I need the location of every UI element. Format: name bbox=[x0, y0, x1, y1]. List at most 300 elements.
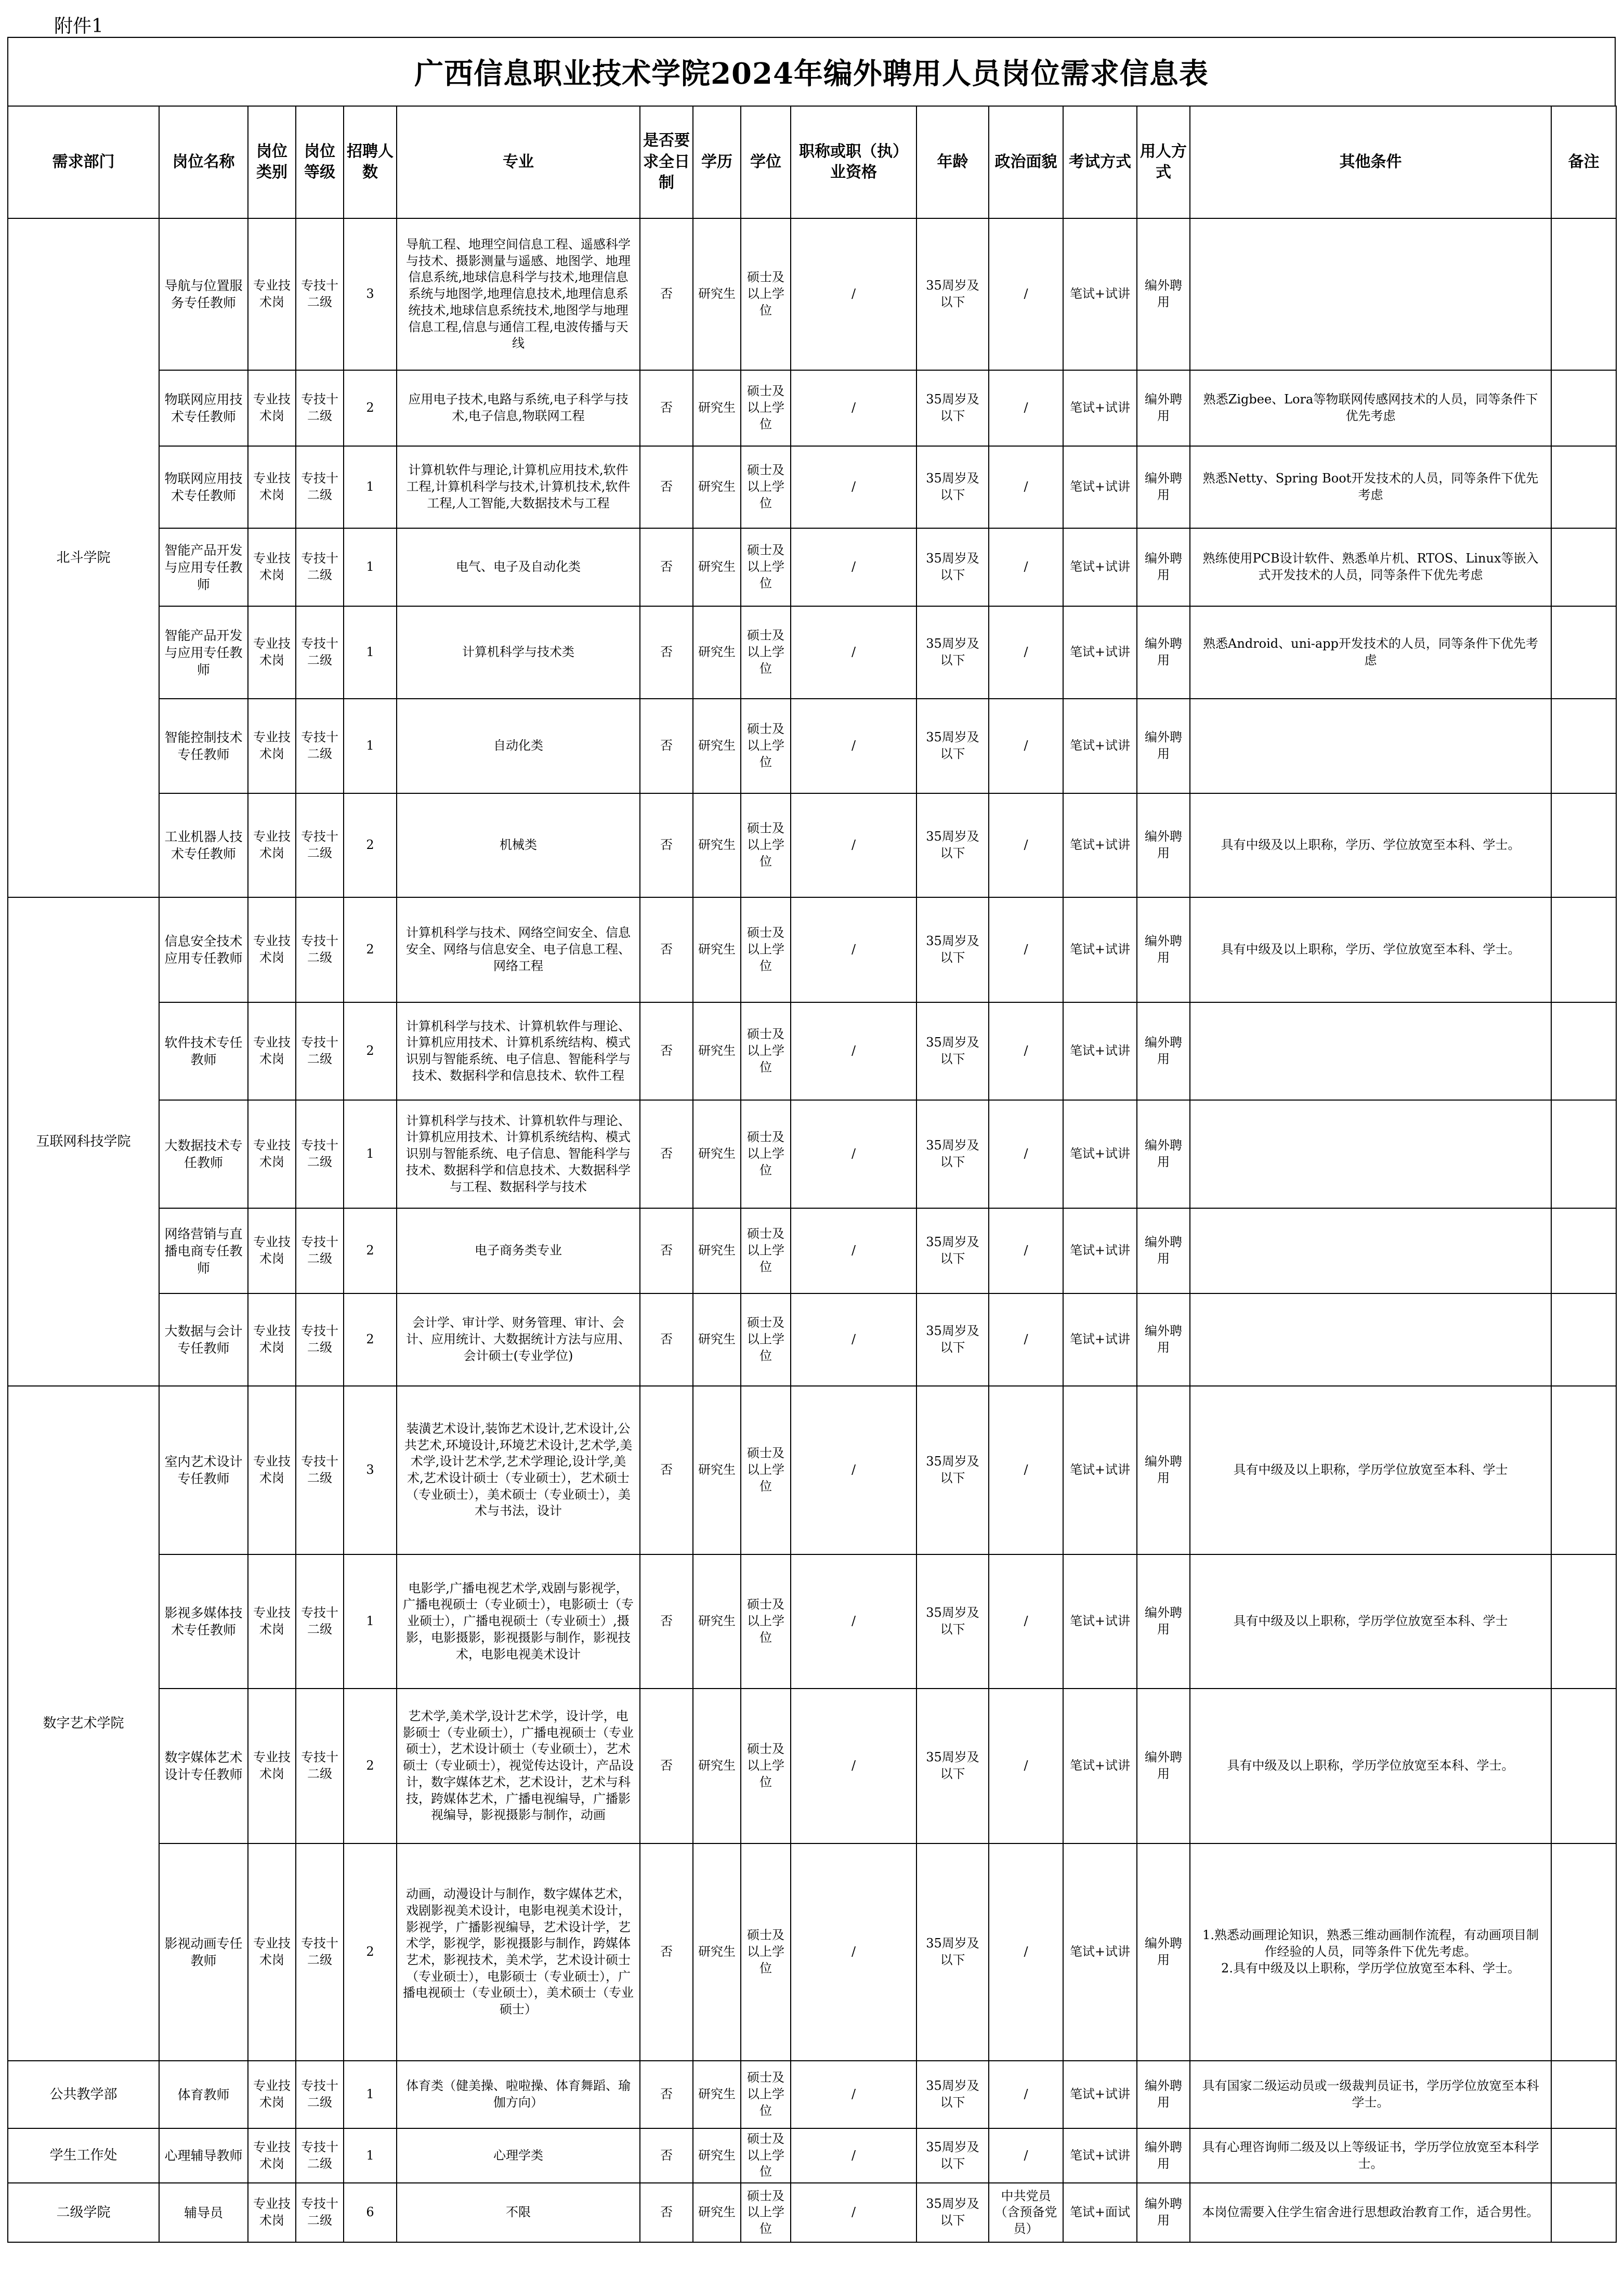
table-row bbox=[8, 528, 1616, 606]
major-requirement: 电子商务类专业 bbox=[397, 1208, 640, 1293]
age-limit: 35周岁及以下 bbox=[916, 793, 989, 897]
header-cell: 岗位类别 bbox=[248, 106, 296, 218]
employment-type: 编外聘用 bbox=[1137, 897, 1190, 1002]
major-requirement: 心理学类 bbox=[397, 2128, 640, 2183]
hire-count: 6 bbox=[344, 2183, 397, 2242]
position-type: 专业技术岗 bbox=[248, 528, 296, 606]
table-row bbox=[8, 218, 1616, 370]
education: 研究生 bbox=[693, 1843, 741, 2061]
hire-count: 3 bbox=[344, 1386, 397, 1554]
header-cell: 其他条件 bbox=[1190, 106, 1551, 218]
political-status: / bbox=[989, 699, 1063, 793]
political-status: / bbox=[989, 218, 1063, 370]
table-row bbox=[8, 1293, 1616, 1386]
degree: 硕士及以上学位 bbox=[741, 1100, 791, 1208]
position-level: 专技十二级 bbox=[296, 1100, 344, 1208]
exam-method: 笔试+试讲 bbox=[1063, 2128, 1137, 2183]
other-conditions bbox=[1190, 218, 1551, 370]
position-type: 专业技术岗 bbox=[248, 446, 296, 528]
position-level: 专技十二级 bbox=[296, 1554, 344, 1689]
age-limit: 35周岁及以下 bbox=[916, 1554, 989, 1689]
education: 研究生 bbox=[693, 446, 741, 528]
hire-count: 3 bbox=[344, 218, 397, 370]
other-conditions: 具有心理咨询师二级及以上等级证书，学历学位放宽至本科学士。 bbox=[1190, 2128, 1551, 2183]
fulltime-requirement: 否 bbox=[640, 1208, 693, 1293]
position-level: 专技十二级 bbox=[296, 1293, 344, 1386]
political-status: / bbox=[989, 897, 1063, 1002]
position-level: 专技十二级 bbox=[296, 218, 344, 370]
employment-type: 编外聘用 bbox=[1137, 699, 1190, 793]
political-status: / bbox=[989, 1689, 1063, 1843]
position-level: 专技十二级 bbox=[296, 2128, 344, 2183]
employment-type: 编外聘用 bbox=[1137, 2183, 1190, 2242]
degree: 硕士及以上学位 bbox=[741, 897, 791, 1002]
professional-title: / bbox=[791, 1293, 916, 1386]
remarks bbox=[1551, 897, 1616, 1002]
exam-method: 笔试+试讲 bbox=[1063, 1689, 1137, 1843]
other-conditions: 本岗位需要入住学生宿舍进行思想政治教育工作，适合男性。 bbox=[1190, 2183, 1551, 2242]
professional-title: / bbox=[791, 1002, 916, 1100]
exam-method: 笔试+试讲 bbox=[1063, 1554, 1137, 1689]
fulltime-requirement: 否 bbox=[640, 699, 693, 793]
employment-type: 编外聘用 bbox=[1137, 1293, 1190, 1386]
major-requirement: 计算机科学与技术、计算机软件与理论、计算机应用技术、计算机系统结构、模式识别与智能系统、电子信息、智能科学与技术、数据科学和信息技术、大数据科学与工程、数据科学与技术 bbox=[397, 1100, 640, 1208]
position-name: 信息安全技术应用专任教师 bbox=[159, 897, 248, 1002]
degree: 硕士及以上学位 bbox=[741, 699, 791, 793]
major-requirement: 不限 bbox=[397, 2183, 640, 2242]
position-level: 专技十二级 bbox=[296, 699, 344, 793]
exam-method: 笔试+试讲 bbox=[1063, 528, 1137, 606]
header-cell: 是否要求全日制 bbox=[640, 106, 693, 218]
position-type: 专业技术岗 bbox=[248, 2061, 296, 2128]
professional-title: / bbox=[791, 1208, 916, 1293]
position-type: 专业技术岗 bbox=[248, 897, 296, 1002]
position-name: 智能产品开发与应用专任教师 bbox=[159, 528, 248, 606]
exam-method: 笔试+试讲 bbox=[1063, 2061, 1137, 2128]
exam-method: 笔试+面试 bbox=[1063, 2183, 1137, 2242]
age-limit: 35周岁及以下 bbox=[916, 2183, 989, 2242]
professional-title: / bbox=[791, 370, 916, 446]
employment-type: 编外聘用 bbox=[1137, 446, 1190, 528]
department-cell: 互联网科技学院 bbox=[8, 897, 159, 1386]
hire-count: 2 bbox=[344, 1293, 397, 1386]
hire-count: 2 bbox=[344, 897, 397, 1002]
position-type: 专业技术岗 bbox=[248, 606, 296, 699]
exam-method: 笔试+试讲 bbox=[1063, 1843, 1137, 2061]
major-requirement: 计算机科学与技术、网络空间安全、信息安全、网络与信息安全、电子信息工程、网络工程 bbox=[397, 897, 640, 1002]
remarks bbox=[1551, 218, 1616, 370]
table-row bbox=[8, 1689, 1616, 1843]
exam-method: 笔试+试讲 bbox=[1063, 1208, 1137, 1293]
major-requirement: 会计学、审计学、财务管理、审计、会计、应用统计、大数据统计方法与应用、会计硕士(专业学位) bbox=[397, 1293, 640, 1386]
remarks bbox=[1551, 1689, 1616, 1843]
remarks bbox=[1551, 528, 1616, 606]
table-row bbox=[8, 2183, 1616, 2242]
employment-type: 编外聘用 bbox=[1137, 528, 1190, 606]
age-limit: 35周岁及以下 bbox=[916, 1100, 989, 1208]
professional-title: / bbox=[791, 897, 916, 1002]
employment-type: 编外聘用 bbox=[1137, 1386, 1190, 1554]
other-conditions: 具有国家二级运动员或一级裁判员证书，学历学位放宽至本科学士。 bbox=[1190, 2061, 1551, 2128]
degree: 硕士及以上学位 bbox=[741, 528, 791, 606]
degree: 硕士及以上学位 bbox=[741, 1208, 791, 1293]
table-row bbox=[8, 2128, 1616, 2183]
major-requirement: 电影学,广播电视艺术学,戏剧与影视学，广播电视硕士（专业硕士），电影硕士（专业硕士），广播电视硕士（专业硕士）,摄影，电影摄影，影视摄影与制作，影视技术，电影电视美术设计 bbox=[397, 1554, 640, 1689]
age-limit: 35周岁及以下 bbox=[916, 1293, 989, 1386]
degree: 硕士及以上学位 bbox=[741, 1002, 791, 1100]
professional-title: / bbox=[791, 2061, 916, 2128]
professional-title: / bbox=[791, 1689, 916, 1843]
major-requirement: 计算机软件与理论,计算机应用技术,软件工程,计算机科学与技术,计算机技术,软件工程,人工智能,大数据技术与工程 bbox=[397, 446, 640, 528]
header-cell: 岗位等级 bbox=[296, 106, 344, 218]
degree: 硕士及以上学位 bbox=[741, 2128, 791, 2183]
education: 研究生 bbox=[693, 1386, 741, 1554]
exam-method: 笔试+试讲 bbox=[1063, 897, 1137, 1002]
age-limit: 35周岁及以下 bbox=[916, 1843, 989, 2061]
major-requirement: 应用电子技术,电路与系统,电子科学与技术,电子信息,物联网工程 bbox=[397, 370, 640, 446]
position-name: 室内艺术设计专任教师 bbox=[159, 1386, 248, 1554]
table-row bbox=[8, 1386, 1616, 1554]
hire-count: 2 bbox=[344, 1843, 397, 2061]
other-conditions: 1.熟悉动画理论知识，熟悉三维动画制作流程，有动画项目制作经验的人员，同等条件下优先考虑。 2.具有中级及以上职称，学历学位放宽至本科、学士。 bbox=[1190, 1843, 1551, 2061]
major-requirement: 体育类（健美操、啦啦操、体育舞蹈、瑜伽方向） bbox=[397, 2061, 640, 2128]
remarks bbox=[1551, 1002, 1616, 1100]
hire-count: 2 bbox=[344, 793, 397, 897]
page-title: 广西信息职业技术学院2024年编外聘用人员岗位需求信息表 bbox=[414, 57, 1209, 91]
fulltime-requirement: 否 bbox=[640, 446, 693, 528]
political-status: / bbox=[989, 1554, 1063, 1689]
other-conditions bbox=[1190, 699, 1551, 793]
exam-method: 笔试+试讲 bbox=[1063, 218, 1137, 370]
table-row bbox=[8, 446, 1616, 528]
title-box bbox=[7, 37, 1616, 106]
position-name: 智能产品开发与应用专任教师 bbox=[159, 606, 248, 699]
degree: 硕士及以上学位 bbox=[741, 1293, 791, 1386]
political-status: / bbox=[989, 606, 1063, 699]
remarks bbox=[1551, 446, 1616, 528]
fulltime-requirement: 否 bbox=[640, 793, 693, 897]
table-row bbox=[8, 897, 1616, 1002]
education: 研究生 bbox=[693, 606, 741, 699]
table-row bbox=[8, 1843, 1616, 2061]
remarks bbox=[1551, 1386, 1616, 1554]
employment-type: 编外聘用 bbox=[1137, 606, 1190, 699]
recruitment-table bbox=[7, 106, 1617, 2243]
political-status: / bbox=[989, 446, 1063, 528]
hire-count: 2 bbox=[344, 1002, 397, 1100]
header-cell: 用人方式 bbox=[1137, 106, 1190, 218]
header-cell: 政治面貌 bbox=[989, 106, 1063, 218]
position-type: 专业技术岗 bbox=[248, 2183, 296, 2242]
fulltime-requirement: 否 bbox=[640, 528, 693, 606]
age-limit: 35周岁及以下 bbox=[916, 606, 989, 699]
position-type: 专业技术岗 bbox=[248, 1100, 296, 1208]
other-conditions: 具有中级及以上职称，学历、学位放宽至本科、学士。 bbox=[1190, 897, 1551, 1002]
political-status: / bbox=[989, 1002, 1063, 1100]
position-name: 物联网应用技术专任教师 bbox=[159, 446, 248, 528]
table-row bbox=[8, 1100, 1616, 1208]
other-conditions: 熟练使用PCB设计软件、熟悉单片机、RTOS、Linux等嵌入式开发技术的人员，同等条件下优先考虑 bbox=[1190, 528, 1551, 606]
hire-count: 1 bbox=[344, 1100, 397, 1208]
fulltime-requirement: 否 bbox=[640, 2061, 693, 2128]
employment-type: 编外聘用 bbox=[1137, 793, 1190, 897]
table-row bbox=[8, 699, 1616, 793]
professional-title: / bbox=[791, 606, 916, 699]
header-cell: 学位 bbox=[741, 106, 791, 218]
major-requirement: 装潢艺术设计,装饰艺术设计,艺术设计,公共艺术,环境设计,环境艺术设计,艺术学,美术学,设计艺术学,艺术学理论,设计学,美术,艺术设计硕士（专业硕士），艺术硕士（专业硕士），美术硕士（专业硕士），美术与书法，设计 bbox=[397, 1386, 640, 1554]
political-status: / bbox=[989, 1843, 1063, 2061]
position-level: 专技十二级 bbox=[296, 793, 344, 897]
position-name: 体育教师 bbox=[159, 2061, 248, 2128]
age-limit: 35周岁及以下 bbox=[916, 218, 989, 370]
attachment-row bbox=[7, 7, 1616, 37]
other-conditions bbox=[1190, 1100, 1551, 1208]
remarks bbox=[1551, 1208, 1616, 1293]
professional-title: / bbox=[791, 446, 916, 528]
position-level: 专技十二级 bbox=[296, 1689, 344, 1843]
fulltime-requirement: 否 bbox=[640, 1386, 693, 1554]
education: 研究生 bbox=[693, 370, 741, 446]
fulltime-requirement: 否 bbox=[640, 1689, 693, 1843]
education: 研究生 bbox=[693, 1208, 741, 1293]
age-limit: 35周岁及以下 bbox=[916, 1386, 989, 1554]
degree: 硕士及以上学位 bbox=[741, 1843, 791, 2061]
hire-count: 1 bbox=[344, 699, 397, 793]
exam-method: 笔试+试讲 bbox=[1063, 370, 1137, 446]
header-cell: 职称或职（执）业资格 bbox=[791, 106, 916, 218]
major-requirement: 艺术学,美术学,设计艺术学，设计学，电影硕士（专业硕士），广播电视硕士（专业硕士），艺术设计硕士（专业硕士），艺术硕士（专业硕士），视觉传达设计，产品设计，数字媒体艺术，艺术设计，艺术与科技，跨媒体艺术，广播电视编导，广播影视编导，影视摄影与制作，动画 bbox=[397, 1689, 640, 1843]
position-type: 专业技术岗 bbox=[248, 1386, 296, 1554]
age-limit: 35周岁及以下 bbox=[916, 2128, 989, 2183]
position-type: 专业技术岗 bbox=[248, 2128, 296, 2183]
position-level: 专技十二级 bbox=[296, 2061, 344, 2128]
professional-title: / bbox=[791, 793, 916, 897]
professional-title: / bbox=[791, 1843, 916, 2061]
remarks bbox=[1551, 1293, 1616, 1386]
table-row bbox=[8, 1554, 1616, 1689]
employment-type: 编外聘用 bbox=[1137, 1100, 1190, 1208]
education: 研究生 bbox=[693, 793, 741, 897]
professional-title: / bbox=[791, 2128, 916, 2183]
degree: 硕士及以上学位 bbox=[741, 1689, 791, 1843]
fulltime-requirement: 否 bbox=[640, 370, 693, 446]
fulltime-requirement: 否 bbox=[640, 1554, 693, 1689]
other-conditions: 熟悉Zigbee、Lora等物联网传感网技术的人员，同等条件下优先考虑 bbox=[1190, 370, 1551, 446]
fulltime-requirement: 否 bbox=[640, 1293, 693, 1386]
position-level: 专技十二级 bbox=[296, 606, 344, 699]
table-row bbox=[8, 1208, 1616, 1293]
fulltime-requirement: 否 bbox=[640, 218, 693, 370]
major-requirement: 机械类 bbox=[397, 793, 640, 897]
fulltime-requirement: 否 bbox=[640, 1002, 693, 1100]
education: 研究生 bbox=[693, 1002, 741, 1100]
major-requirement: 导航工程、地理空间信息工程、遥感科学与技术、摄影测量与遥感、地图学、地理信息系统,地球信息科学与技术,地理信息系统与地图学,地理信息技术,地理信息系统技术,地球信息系统技术,地图学与地理信息工程,信息与通信工程,电波传播与天线 bbox=[397, 218, 640, 370]
other-conditions bbox=[1190, 1002, 1551, 1100]
age-limit: 35周岁及以下 bbox=[916, 446, 989, 528]
employment-type: 编外聘用 bbox=[1137, 1002, 1190, 1100]
education: 研究生 bbox=[693, 1293, 741, 1386]
major-requirement: 电气、电子及自动化类 bbox=[397, 528, 640, 606]
education: 研究生 bbox=[693, 1689, 741, 1843]
position-type: 专业技术岗 bbox=[248, 699, 296, 793]
degree: 硕士及以上学位 bbox=[741, 2183, 791, 2242]
position-type: 专业技术岗 bbox=[248, 793, 296, 897]
employment-type: 编外聘用 bbox=[1137, 218, 1190, 370]
table-body bbox=[8, 218, 1616, 2242]
hire-count: 2 bbox=[344, 1689, 397, 1843]
remarks bbox=[1551, 2061, 1616, 2128]
age-limit: 35周岁及以下 bbox=[916, 2061, 989, 2128]
position-name: 心理辅导教师 bbox=[159, 2128, 248, 2183]
fulltime-requirement: 否 bbox=[640, 2183, 693, 2242]
political-status: / bbox=[989, 1100, 1063, 1208]
attachment-label: 附件1 bbox=[54, 16, 103, 37]
remarks bbox=[1551, 370, 1616, 446]
position-name: 影视多媒体技术专任教师 bbox=[159, 1554, 248, 1689]
education: 研究生 bbox=[693, 897, 741, 1002]
professional-title: / bbox=[791, 2183, 916, 2242]
position-level: 专技十二级 bbox=[296, 528, 344, 606]
political-status: / bbox=[989, 1208, 1063, 1293]
remarks bbox=[1551, 2183, 1616, 2242]
professional-title: / bbox=[791, 1100, 916, 1208]
degree: 硕士及以上学位 bbox=[741, 2061, 791, 2128]
degree: 硕士及以上学位 bbox=[741, 370, 791, 446]
education: 研究生 bbox=[693, 2128, 741, 2183]
political-status: / bbox=[989, 1293, 1063, 1386]
professional-title: / bbox=[791, 528, 916, 606]
position-level: 专技十二级 bbox=[296, 1386, 344, 1554]
position-name: 数字媒体艺术设计专任教师 bbox=[159, 1689, 248, 1843]
hire-count: 1 bbox=[344, 2061, 397, 2128]
table-row bbox=[8, 370, 1616, 446]
degree: 硕士及以上学位 bbox=[741, 218, 791, 370]
employment-type: 编外聘用 bbox=[1137, 2061, 1190, 2128]
major-requirement: 动画，动漫设计与制作，数字媒体艺术，戏剧影视美术设计，电影电视美术设计，影视学，广播影视编导，艺术设计学，艺术学，影视学，影视摄影与制作，跨媒体艺术，影视技术，美术学，艺术设计硕士（专业硕士），电影硕士（专业硕士），广播电视硕士（专业硕士），美术硕士（专业硕士） bbox=[397, 1843, 640, 2061]
political-status: / bbox=[989, 370, 1063, 446]
position-level: 专技十二级 bbox=[296, 370, 344, 446]
education: 研究生 bbox=[693, 218, 741, 370]
exam-method: 笔试+试讲 bbox=[1063, 793, 1137, 897]
department-cell: 数字艺术学院 bbox=[8, 1386, 159, 2061]
position-type: 专业技术岗 bbox=[248, 1293, 296, 1386]
political-status: / bbox=[989, 793, 1063, 897]
position-name: 智能控制技术专任教师 bbox=[159, 699, 248, 793]
position-type: 专业技术岗 bbox=[248, 1843, 296, 2061]
position-name: 大数据技术专任教师 bbox=[159, 1100, 248, 1208]
position-type: 专业技术岗 bbox=[248, 218, 296, 370]
professional-title: / bbox=[791, 1386, 916, 1554]
exam-method: 笔试+试讲 bbox=[1063, 1386, 1137, 1554]
employment-type: 编外聘用 bbox=[1137, 1208, 1190, 1293]
education: 研究生 bbox=[693, 1554, 741, 1689]
position-name: 网络营销与直播电商专任教师 bbox=[159, 1208, 248, 1293]
age-limit: 35周岁及以下 bbox=[916, 1208, 989, 1293]
header-cell: 备注 bbox=[1551, 106, 1616, 218]
hire-count: 2 bbox=[344, 1208, 397, 1293]
education: 研究生 bbox=[693, 2061, 741, 2128]
age-limit: 35周岁及以下 bbox=[916, 897, 989, 1002]
age-limit: 35周岁及以下 bbox=[916, 370, 989, 446]
political-status: / bbox=[989, 2061, 1063, 2128]
hire-count: 1 bbox=[344, 606, 397, 699]
remarks bbox=[1551, 2128, 1616, 2183]
other-conditions: 熟悉Netty、Spring Boot开发技术的人员，同等条件下优先考虑 bbox=[1190, 446, 1551, 528]
header-cell: 考试方式 bbox=[1063, 106, 1137, 218]
exam-method: 笔试+试讲 bbox=[1063, 606, 1137, 699]
position-level: 专技十二级 bbox=[296, 897, 344, 1002]
other-conditions: 具有中级及以上职称，学历学位放宽至本科、学士 bbox=[1190, 1386, 1551, 1554]
fulltime-requirement: 否 bbox=[640, 897, 693, 1002]
position-name: 软件技术专任教师 bbox=[159, 1002, 248, 1100]
position-type: 专业技术岗 bbox=[248, 1554, 296, 1689]
employment-type: 编外聘用 bbox=[1137, 2128, 1190, 2183]
other-conditions bbox=[1190, 1293, 1551, 1386]
degree: 硕士及以上学位 bbox=[741, 1386, 791, 1554]
header-cell: 招聘人数 bbox=[344, 106, 397, 218]
hire-count: 1 bbox=[344, 446, 397, 528]
table-row bbox=[8, 793, 1616, 897]
position-level: 专技十二级 bbox=[296, 2183, 344, 2242]
major-requirement: 自动化类 bbox=[397, 699, 640, 793]
table-row bbox=[8, 606, 1616, 699]
professional-title: / bbox=[791, 218, 916, 370]
position-type: 专业技术岗 bbox=[248, 1689, 296, 1843]
remarks bbox=[1551, 1100, 1616, 1208]
major-requirement: 计算机科学与技术、计算机软件与理论、计算机应用技术、计算机系统结构、模式识别与智能系统、电子信息、智能科学与技术、数据科学和信息技术、软件工程 bbox=[397, 1002, 640, 1100]
remarks bbox=[1551, 1554, 1616, 1689]
department-cell: 公共教学部 bbox=[8, 2061, 159, 2128]
position-name: 影视动画专任教师 bbox=[159, 1843, 248, 2061]
position-type: 专业技术岗 bbox=[248, 1208, 296, 1293]
employment-type: 编外聘用 bbox=[1137, 1689, 1190, 1843]
degree: 硕士及以上学位 bbox=[741, 606, 791, 699]
position-name: 工业机器人技术专任教师 bbox=[159, 793, 248, 897]
degree: 硕士及以上学位 bbox=[741, 1554, 791, 1689]
position-type: 专业技术岗 bbox=[248, 1002, 296, 1100]
hire-count: 2 bbox=[344, 370, 397, 446]
other-conditions: 具有中级及以上职称，学历、学位放宽至本科、学士。 bbox=[1190, 793, 1551, 897]
age-limit: 35周岁及以下 bbox=[916, 528, 989, 606]
header-cell: 专业 bbox=[397, 106, 640, 218]
other-conditions bbox=[1190, 1208, 1551, 1293]
header-cell: 岗位名称 bbox=[159, 106, 248, 218]
fulltime-requirement: 否 bbox=[640, 1100, 693, 1208]
political-status: / bbox=[989, 2128, 1063, 2183]
header-row bbox=[8, 106, 1616, 218]
other-conditions: 熟悉Android、uni-app开发技术的人员，同等条件下优先考虑 bbox=[1190, 606, 1551, 699]
spreadsheet bbox=[7, 7, 1616, 2243]
age-limit: 35周岁及以下 bbox=[916, 1689, 989, 1843]
position-name: 辅导员 bbox=[159, 2183, 248, 2242]
exam-method: 笔试+试讲 bbox=[1063, 1002, 1137, 1100]
other-conditions: 具有中级及以上职称，学历学位放宽至本科、学士。 bbox=[1190, 1689, 1551, 1843]
degree: 硕士及以上学位 bbox=[741, 793, 791, 897]
exam-method: 笔试+试讲 bbox=[1063, 1100, 1137, 1208]
hire-count: 1 bbox=[344, 528, 397, 606]
employment-type: 编外聘用 bbox=[1137, 1554, 1190, 1689]
fulltime-requirement: 否 bbox=[640, 2128, 693, 2183]
hire-count: 1 bbox=[344, 1554, 397, 1689]
remarks bbox=[1551, 793, 1616, 897]
position-type: 专业技术岗 bbox=[248, 370, 296, 446]
fulltime-requirement: 否 bbox=[640, 606, 693, 699]
professional-title: / bbox=[791, 699, 916, 793]
table-row bbox=[8, 1002, 1616, 1100]
department-cell: 二级学院 bbox=[8, 2183, 159, 2242]
fulltime-requirement: 否 bbox=[640, 1843, 693, 2061]
major-requirement: 计算机科学与技术类 bbox=[397, 606, 640, 699]
